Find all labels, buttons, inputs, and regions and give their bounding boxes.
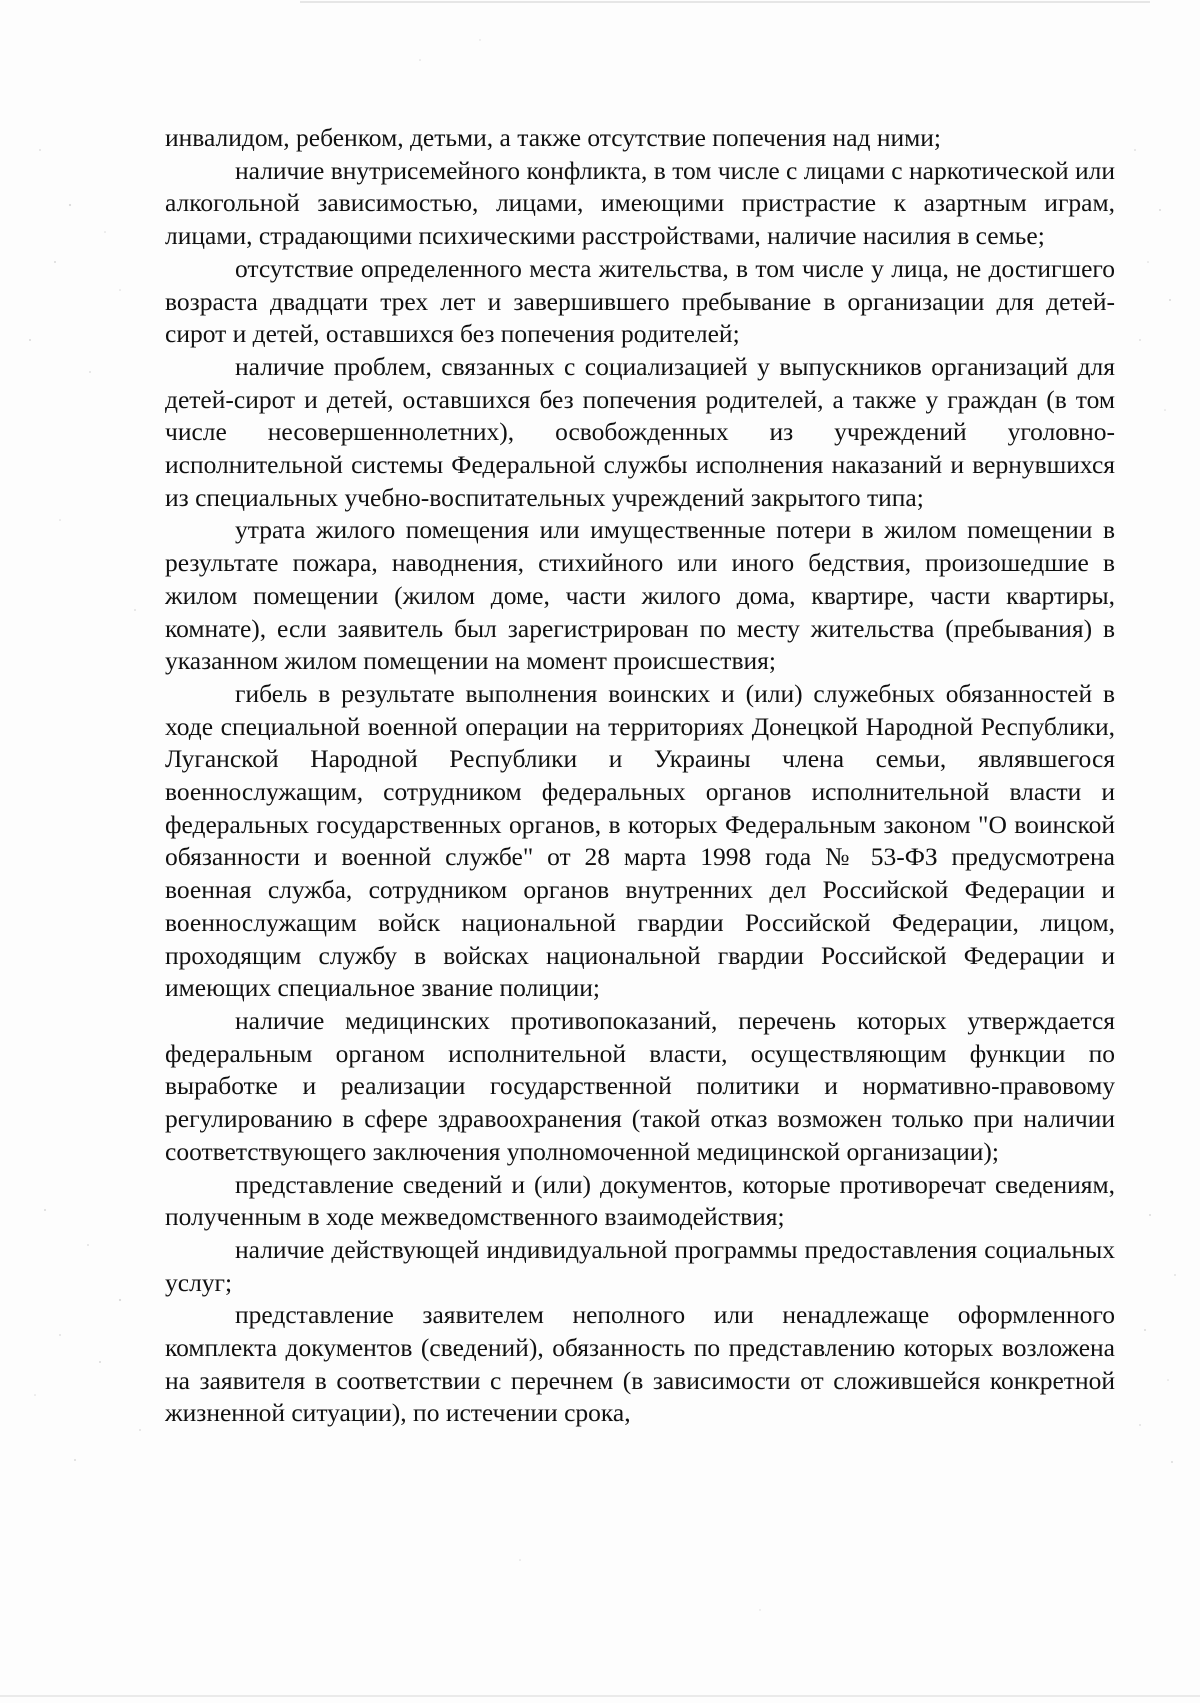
paragraph-family-conflict: наличие внутрисемейного конфликта, в том числе с лицами с наркотической или алкогольной зависимостью, лицами, имеющими пристрастие к азартным играм, лицами, страдающими психическими расстройствами, наличие насилия в семье;	[165, 155, 1115, 251]
paragraph-family-member-death: гибель в результате выполнения воинских и (или) служебных обязанностей в ходе специальной военной операции на территориях Донецкой Народной Республики, Луганской Народной Республики и Украины члена семьи, являвшегося военнослужащим, сотрудником федеральных органов исполнительной власти и федеральных государственных органов, в которых Федеральным законом "О воинской обязанности и военной службе" от 28 марта 1998 года № 53-ФЗ предусмотрена военная служба, сотрудником органов внутренних дел Российской Федерации и военнослужащим войск национальной гвардии Российской Федерации, лицом, проходящим службу в войсках национальной гвардии Российской Федерации и имеющих специальное звание полиции;	[165, 678, 1115, 1003]
paragraph-socialization-problems: наличие проблем, связанных с социализацией у выпускников организаций для детей-сирот и детей, оставшихся без попечения родителей, а также у граждан (в том числе несовершеннолетних), освобожденных из учреждений уголовно-исполнительной системы Федеральной службы исполнения наказаний и вернувшихся из специальных учебно-воспитательных учреждений закрытого типа;	[165, 351, 1115, 512]
paragraph-no-residence: отсутствие определенного места жительства, в том числе у лица, не достигшего возраста двадцати трех лет и завершившего пребывание в организации для детей-сирот и детей, оставшихся без попечения родителей;	[165, 253, 1115, 349]
paragraph-existing-program: наличие действующей индивидуальной программы предоставления социальных услуг;	[165, 1234, 1115, 1297]
paragraph-continuation: инвалидом, ребенком, детьми, а также отсутствие попечения над ними;	[165, 123, 942, 152]
document-body	[165, 122, 1115, 1430]
paragraph-contradicting-information: представление сведений и (или) документов, которые противоречат сведениям, полученным в ходе межведомственного взаимодействия;	[165, 1169, 1115, 1232]
paragraph-medical-contraindications: наличие медицинских противопоказаний, перечень которых утверждается федеральным органом исполнительной власти, осуществляющим функции по выработке и реализации государственной политики и нормативно-правовому регулированию в сфере здравоохранения (такой отказ возможен только при наличии соответствующего заключения уполномоченной медицинской организации);	[165, 1005, 1115, 1166]
paragraph-incomplete-documents: представление заявителем неполного или ненадлежаще оформленного комплекта документов (сведений), обязанность по представлению которых возложена на заявителя в соответствии с перечнем (в зависимости от сложившейся конкретной жизненной ситуации), по истечении срока,	[165, 1300, 1115, 1428]
paragraph-housing-loss: утрата жилого помещения или имущественные потери в жилом помещении в результате пожара, наводнения, стихийного или иного бедствия, произошедшие в жилом помещении (жилом доме, части жилого дома, квартире, части квартиры, комнате), если заявитель был зарегистрирован по месту жительства (пребывания) в указанном жилом помещении на момент происшествия;	[165, 515, 1115, 676]
